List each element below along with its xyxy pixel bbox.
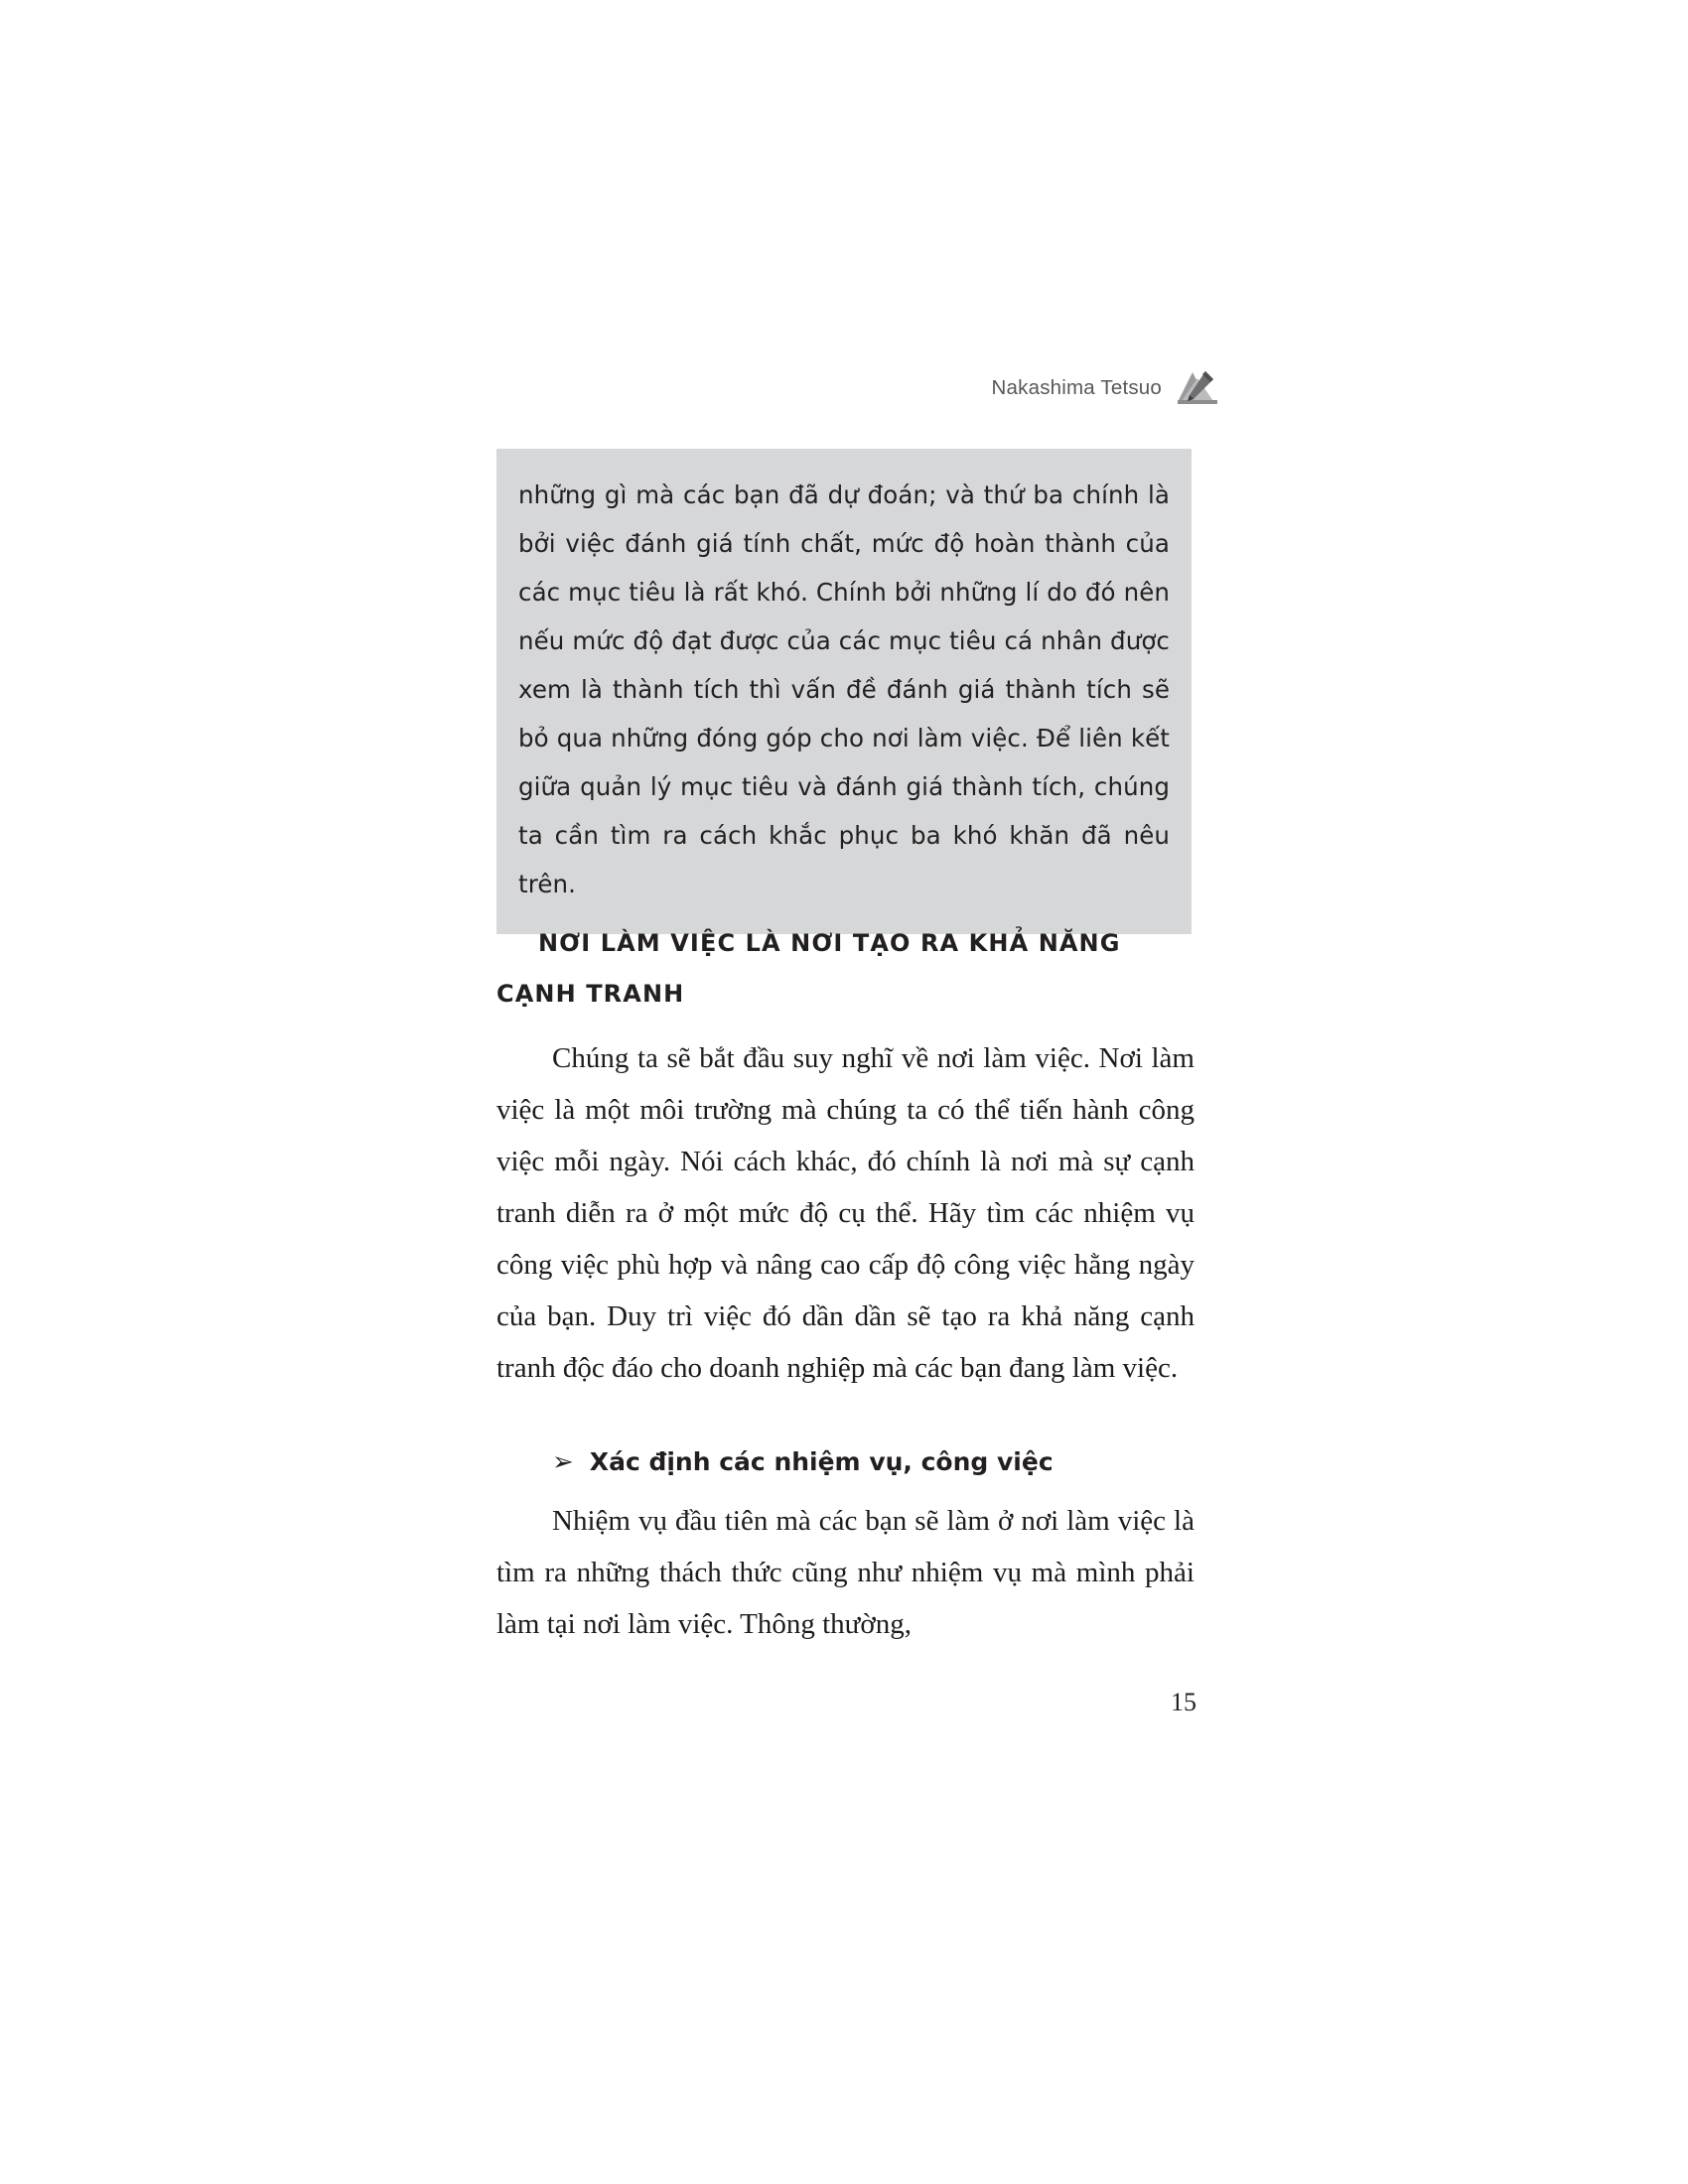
- book-pencil-logo-icon: [1176, 367, 1221, 409]
- running-header: [0, 367, 1221, 409]
- paragraph-1: Chúng ta sẽ bắt đầu suy nghĩ về nơi làm việc. Nơi làm việc là một môi trường mà chúng ta có thể tiến hành công việc mỗi ngày. Nói cách khác, đó chính là nơi mà sự cạnh tranh diễn ra ở một mức độ cụ thể. Hãy tìm các nhiệm vụ công việc phù hợp và nâng cao cấp độ công việc hằng ngày của bạn. Duy trì việc đó dần dần sẽ tạo ra khả năng cạnh tranh độc đáo cho doanh nghiệp mà các bạn đang làm việc.: [496, 1042, 1195, 1384]
- section-heading: NƠI LÀM VIỆC LÀ NƠI TẠO RA KHẢ NĂNG CẠNH TRANH: [496, 929, 1121, 1008]
- highlighted-quote-box: [496, 449, 1192, 934]
- page-number: 15: [1171, 1688, 1196, 1716]
- bullet-subheading: [496, 1439, 1195, 1485]
- body-content: [496, 1032, 1195, 1650]
- bullet-subheading-label: Xác định các nhiệm vụ, công việc: [589, 1447, 1054, 1476]
- quote-text: những gì mà các bạn đã dự đoán; và thứ ba chính là bởi việc đánh giá tính chất, mức độ hoàn thành của các mục tiêu là rất khó. Chính bởi những lí do đó nên nếu mức độ đạt được của các mục tiêu cá nhân được xem là thành tích thì vấn đề đánh giá thành tích sẽ bỏ qua những đóng góp cho nơi làm việc. Để liên kết giữa quản lý mục tiêu và đánh giá thành tích, chúng ta cần tìm ra cách khắc phục ba khó khăn đã nêu trên.: [518, 480, 1170, 898]
- paragraph-2: Nhiệm vụ đầu tiên mà các bạn sẽ làm ở nơi làm việc là tìm ra những thách thức cũng như nhiệm vụ mà mình phải làm tại nơi làm việc. Thông thường,: [496, 1505, 1195, 1640]
- header-author-name: Nakashima Tetsuo: [991, 376, 1162, 399]
- arrow-bullet-icon: ➢: [552, 1447, 574, 1477]
